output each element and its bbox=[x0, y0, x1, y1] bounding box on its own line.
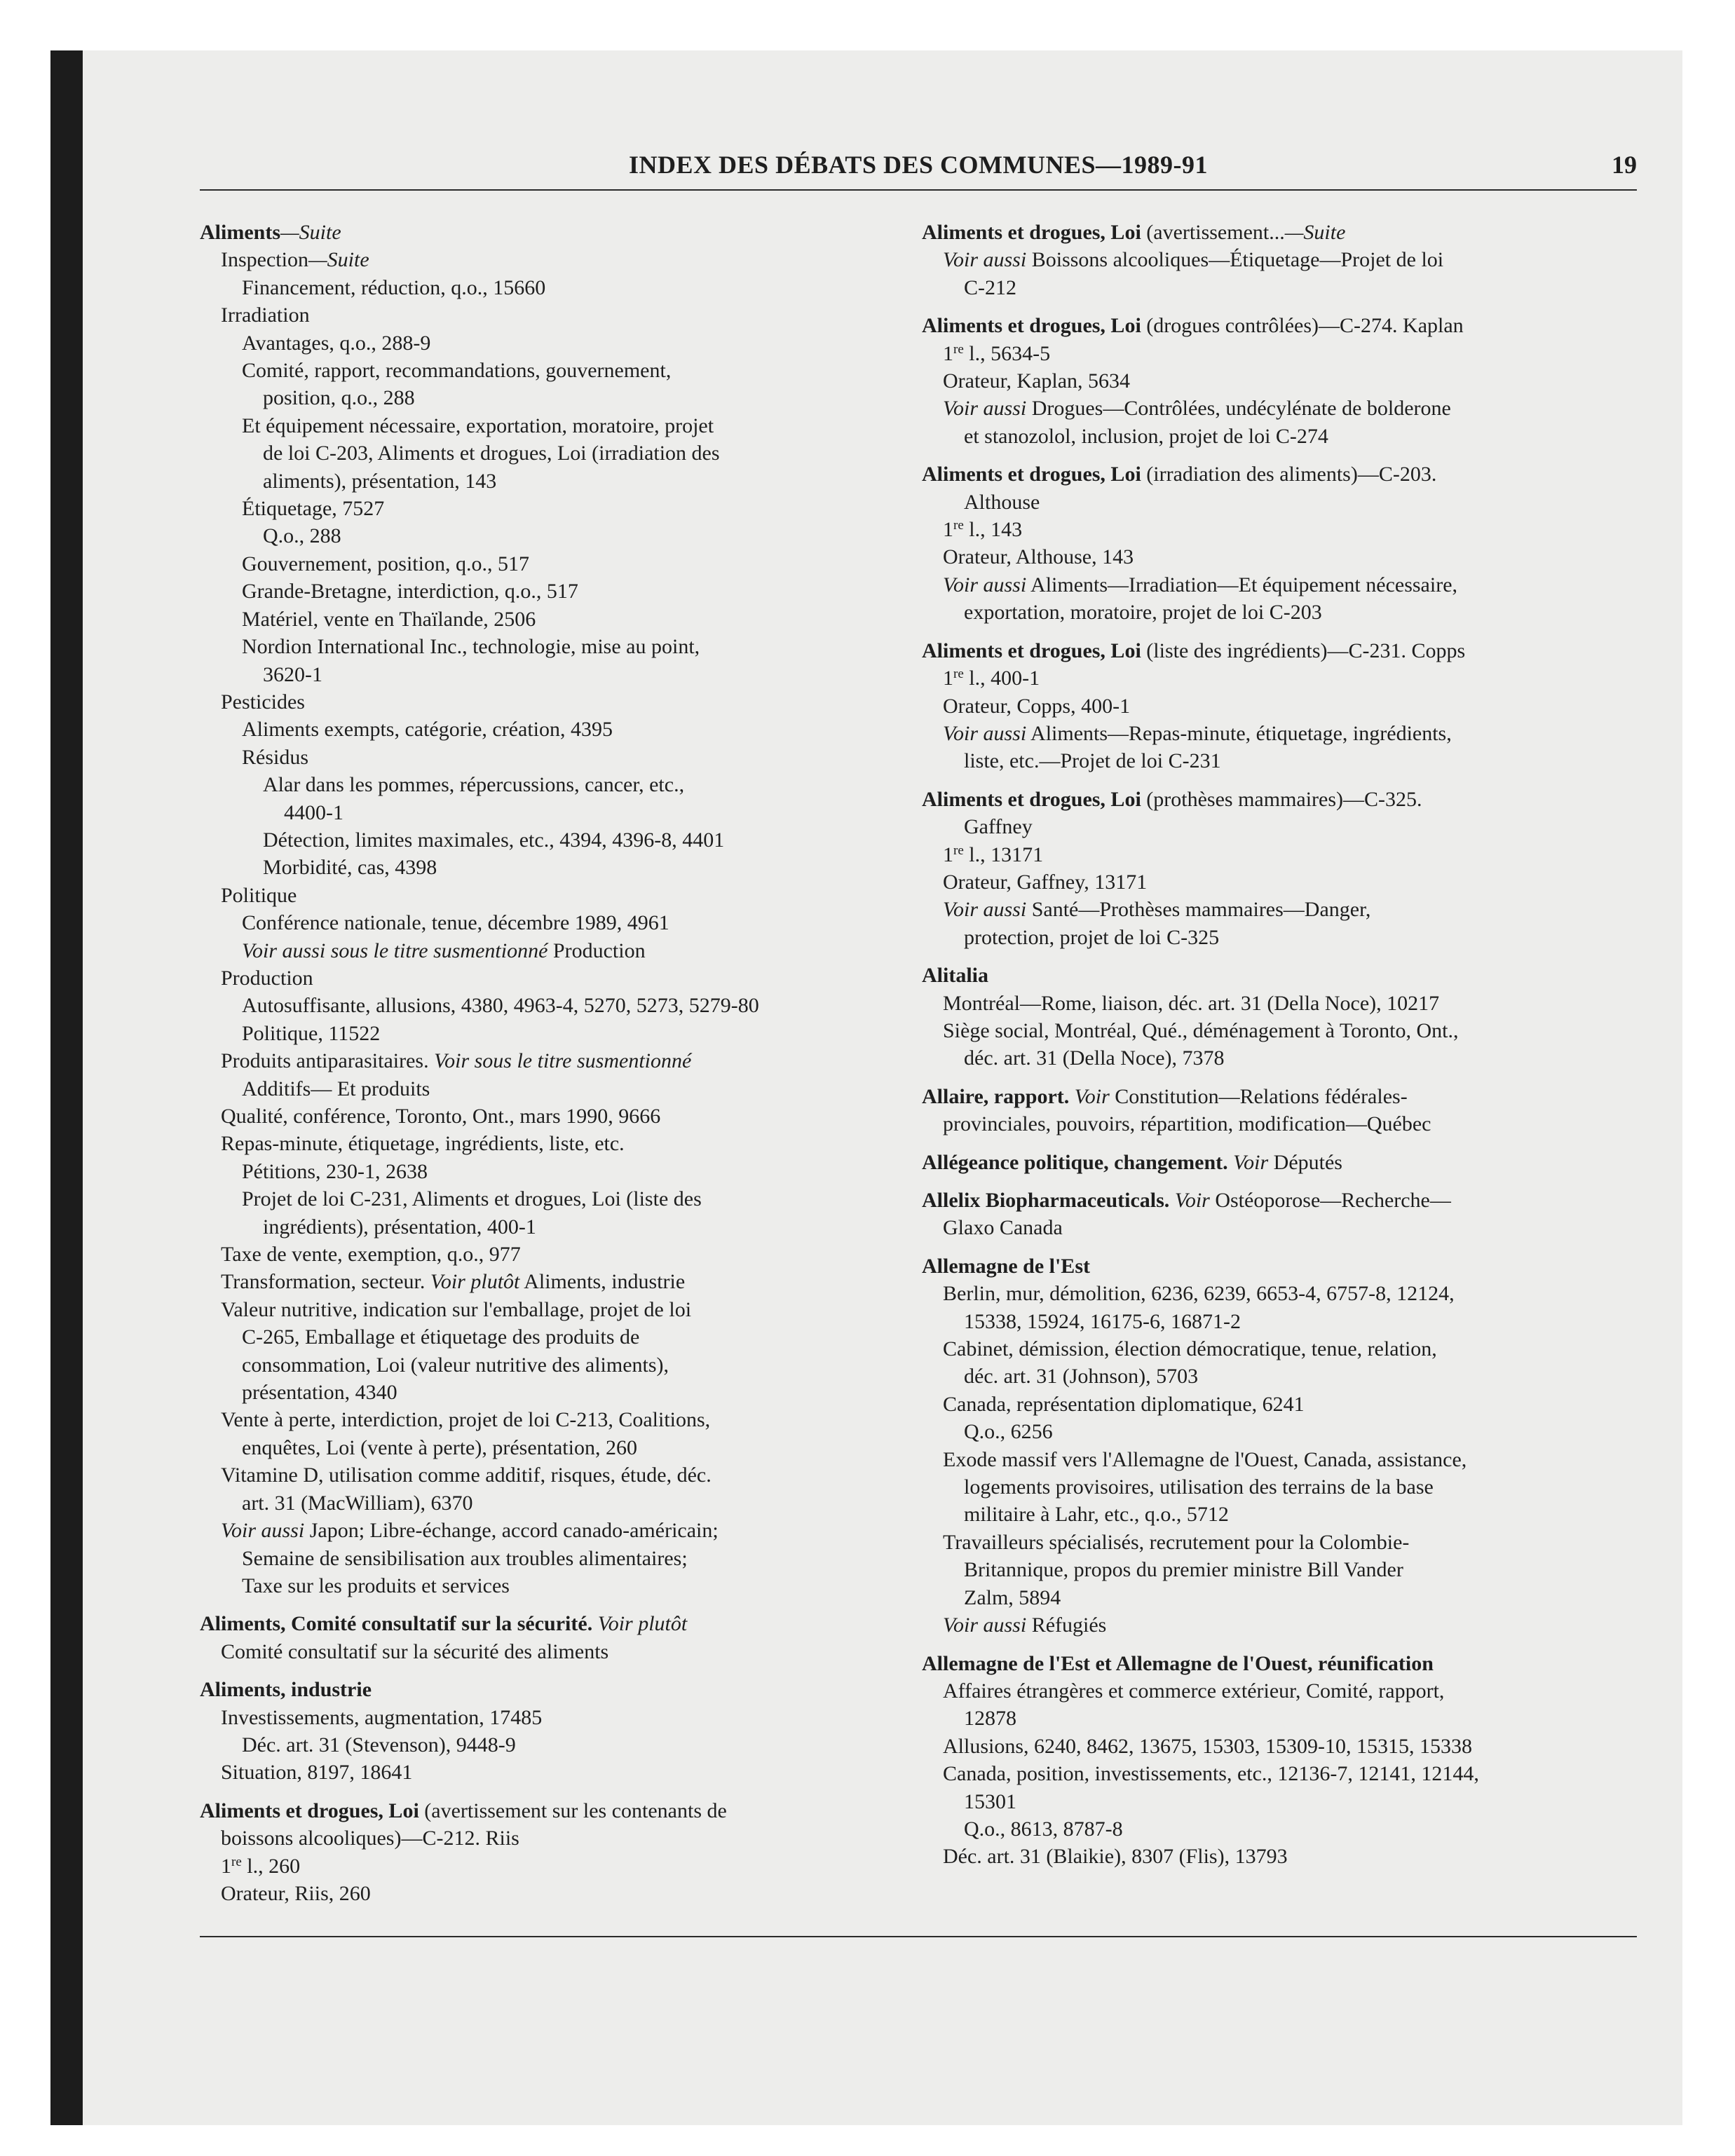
entry-text: Gouvernement, position, q.o., 517 bbox=[242, 552, 529, 575]
entry-subline bbox=[200, 992, 901, 1019]
entry-subline bbox=[922, 1529, 1637, 1556]
entry-text: Comité, rapport, recommandations, gouvernement, bbox=[242, 359, 672, 383]
entry-subline bbox=[922, 1733, 1637, 1760]
entry-subline bbox=[922, 246, 1637, 273]
entry-text: Canada, position, investissements, etc., 12136-7, 12141, 12144, bbox=[943, 1762, 1479, 1786]
entry-subline bbox=[922, 1677, 1637, 1705]
entry-subline bbox=[922, 599, 1637, 626]
cross-reference-label: Voir aussi bbox=[943, 248, 1027, 272]
cross-reference-label: Voir bbox=[1069, 1084, 1110, 1108]
entry-heading: Allemagne de l'Est et Allemagne de l'Ouest, réunification bbox=[922, 1651, 1434, 1675]
cross-reference-label: —Suite bbox=[1284, 221, 1346, 244]
entry-subline bbox=[922, 1446, 1637, 1473]
entry-subline bbox=[200, 744, 901, 771]
entry-subline bbox=[922, 924, 1637, 951]
entry-subline bbox=[200, 468, 901, 495]
entry-text: (avertissement... bbox=[1141, 221, 1285, 244]
entry-subline bbox=[200, 937, 901, 964]
entry-text: Transformation, secteur. bbox=[221, 1270, 430, 1294]
entry-subline bbox=[200, 688, 901, 716]
entry-text: ingrédients), présentation, 400-1 bbox=[263, 1215, 536, 1239]
entry-subline bbox=[200, 1351, 901, 1379]
entry-text: boissons alcooliques)—C-212. Riis bbox=[221, 1827, 519, 1850]
entry-subline bbox=[922, 1308, 1637, 1335]
entry-text: Berlin, mur, démolition, 6236, 6239, 6653-4, 6757-8, 12124, bbox=[943, 1282, 1455, 1306]
entry-subline bbox=[200, 384, 901, 411]
entry-subline bbox=[200, 1759, 901, 1786]
entry-subline bbox=[922, 990, 1637, 1017]
entry-subline bbox=[200, 1296, 901, 1323]
entry-subline bbox=[200, 1213, 901, 1241]
entry-text: Orateur, Gaffney, 13171 bbox=[943, 870, 1148, 894]
entry-text: militaire à Lahr, etc., q.o., 5712 bbox=[964, 1503, 1229, 1527]
entry-text: Projet de loi C-231, Aliments et drogues, Loi (liste des bbox=[242, 1187, 702, 1211]
entry-subline bbox=[922, 720, 1637, 747]
entry-text: Conférence nationale, tenue, décembre 1989, 4961 bbox=[242, 911, 669, 935]
entry-subline bbox=[922, 516, 1637, 543]
entry-heading-line bbox=[922, 962, 1637, 989]
entry-text: liste, etc.—Projet de loi C-231 bbox=[964, 749, 1221, 773]
entry-text: Détection, limites maximales, etc., 4394, 4396-8, 4401 bbox=[263, 828, 725, 852]
entry-subline bbox=[200, 882, 901, 909]
entry-text: Siège social, Montréal, Qué., déménagement à Toronto, Ont., bbox=[943, 1018, 1459, 1042]
entry-text: art. 31 (MacWilliam), 6370 bbox=[242, 1491, 473, 1515]
entry-text: Nordion International Inc., technologie, mise au point, bbox=[242, 635, 700, 659]
entry-heading-line bbox=[922, 1253, 1637, 1280]
entry-subline bbox=[922, 367, 1637, 395]
entry-subline bbox=[200, 329, 901, 357]
entry-text: position, q.o., 288 bbox=[263, 386, 415, 410]
reading-number: 1 bbox=[943, 341, 953, 365]
entry-text: Constitution—Relations fédérales- bbox=[1109, 1084, 1408, 1108]
entry-subline bbox=[200, 1461, 901, 1489]
header-rule bbox=[200, 189, 1637, 191]
continued-label: —Suite bbox=[280, 221, 341, 244]
entry-subline bbox=[200, 550, 901, 578]
entry-text: exportation, moratoire, projet de loi C-203 bbox=[964, 601, 1322, 625]
entry-subline bbox=[922, 1017, 1637, 1044]
cross-reference-label: Voir aussi sous le titre susmentionné bbox=[242, 939, 548, 962]
entry-heading-line bbox=[200, 219, 901, 246]
entry-subline bbox=[922, 1584, 1637, 1611]
entry-heading: Aliments bbox=[200, 221, 280, 244]
entry-text: Déc. art. 31 (Stevenson), 9448-9 bbox=[242, 1733, 516, 1756]
entry-text: Q.o., 288 bbox=[263, 524, 341, 548]
entry-subline bbox=[200, 274, 901, 301]
entry-text: Comité consultatif sur la sécurité des aliments bbox=[221, 1639, 609, 1663]
entry-subline bbox=[200, 1517, 901, 1544]
entry-subline bbox=[922, 1214, 1637, 1241]
entry-subline bbox=[200, 1489, 901, 1517]
entry-text: Irradiation bbox=[221, 303, 310, 327]
entry-heading: Alitalia bbox=[922, 964, 988, 988]
reading-superscript: re bbox=[231, 1854, 242, 1869]
entry-subline bbox=[200, 661, 901, 688]
entry-text: Cabinet, démission, élection démocratique, tenue, relation, bbox=[943, 1337, 1437, 1361]
entry-text: Production bbox=[221, 966, 313, 990]
entry-subline bbox=[200, 1406, 901, 1433]
entry-text: 15301 bbox=[964, 1789, 1016, 1813]
entry-text: Pesticides bbox=[221, 690, 305, 714]
entry-heading: Aliments et drogues, Loi bbox=[200, 1799, 419, 1822]
index-entry bbox=[922, 1187, 1637, 1242]
entry-text: (liste des ingrédients)—C-231. Copps bbox=[1141, 639, 1466, 662]
entry-text: l., 13171 bbox=[963, 842, 1044, 866]
entry-text: l., 5634-5 bbox=[963, 341, 1051, 365]
entry-subline bbox=[200, 771, 901, 798]
entry-text: Orateur, Riis, 260 bbox=[221, 1881, 371, 1905]
cross-reference-label: Voir aussi bbox=[221, 1519, 305, 1543]
entry-subline bbox=[200, 1824, 901, 1852]
cross-reference-label: Voir aussi bbox=[943, 1613, 1027, 1637]
entry-heading: Aliments, Comité consultatif sur la sécurité. bbox=[200, 1612, 593, 1636]
index-entry bbox=[922, 219, 1637, 301]
entry-subline bbox=[922, 1788, 1637, 1815]
entry-heading: Allégeance politique, changement. bbox=[922, 1150, 1228, 1174]
index-entry bbox=[922, 1253, 1637, 1639]
reading-superscript: re bbox=[953, 518, 964, 533]
entry-text: Politique bbox=[221, 883, 297, 907]
footer-rule bbox=[200, 1936, 1637, 1937]
page-number: 19 bbox=[1612, 151, 1637, 179]
entry-text: Résidus bbox=[242, 745, 309, 769]
entry-text: Taxe sur les produits et services bbox=[242, 1574, 510, 1597]
reading-superscript: re bbox=[953, 667, 964, 682]
entry-text: Aliments, industrie bbox=[519, 1270, 686, 1294]
entry-subline bbox=[922, 571, 1637, 599]
entry-subline bbox=[922, 1418, 1637, 1445]
entry-subline bbox=[922, 1705, 1637, 1732]
entry-heading-line bbox=[922, 1187, 1637, 1214]
entry-text: Japon; Libre-échange, accord canado-américain; bbox=[304, 1519, 719, 1543]
entry-text: Aliments—Irradiation—Et équipement nécessaire, bbox=[1026, 573, 1458, 596]
entry-text: Glaxo Canada bbox=[943, 1216, 1063, 1240]
entry-text: et stanozolol, inclusion, projet de loi C-274 bbox=[964, 424, 1328, 448]
entry-text: 12878 bbox=[964, 1707, 1016, 1731]
entry-text: Ostéoporose—Recherche— bbox=[1209, 1189, 1451, 1212]
entry-subline bbox=[922, 747, 1637, 775]
entry-text: Députés bbox=[1268, 1150, 1342, 1174]
index-entry bbox=[922, 1083, 1637, 1138]
right-column bbox=[922, 219, 1637, 1871]
entry-heading-line bbox=[922, 786, 1637, 813]
entry-subline bbox=[922, 664, 1637, 692]
entry-subline bbox=[922, 1363, 1637, 1390]
entry-text: Additifs— Et produits bbox=[242, 1077, 430, 1100]
entry-subline bbox=[922, 274, 1637, 301]
entry-subline bbox=[200, 716, 901, 743]
index-entry bbox=[200, 219, 901, 1599]
entry-text: Pétitions, 230-1, 2638 bbox=[242, 1159, 428, 1183]
index-entry bbox=[200, 1676, 901, 1787]
left-column bbox=[200, 219, 901, 1907]
entry-text: Travailleurs spécialisés, recrutement pour la Colombie- bbox=[943, 1530, 1410, 1554]
entry-text: Politique, 11522 bbox=[242, 1021, 381, 1045]
entry-text: (avertissement sur les contenants de bbox=[419, 1799, 727, 1822]
entry-subline bbox=[200, 1880, 901, 1907]
index-entry bbox=[200, 1610, 901, 1665]
entry-heading-line bbox=[200, 1676, 901, 1703]
entry-subline bbox=[922, 1556, 1637, 1583]
entry-subline bbox=[200, 522, 901, 550]
entry-text: Drogues—Contrôlées, undécylénate de bolderone bbox=[1026, 397, 1451, 421]
entry-subline bbox=[922, 1501, 1637, 1528]
entry-subline bbox=[922, 1335, 1637, 1363]
entry-subline bbox=[922, 423, 1637, 450]
entry-text: Et équipement nécessaire, exportation, moratoire, projet bbox=[242, 414, 714, 437]
cross-reference-label: Voir aussi bbox=[943, 397, 1027, 421]
entry-subline bbox=[922, 1473, 1637, 1501]
entry-subline bbox=[200, 301, 901, 329]
entry-text: provinciales, pouvoirs, répartition, modification—Québec bbox=[943, 1112, 1431, 1136]
entry-heading-line bbox=[200, 1610, 901, 1637]
entry-subline bbox=[200, 1103, 901, 1130]
entry-text: de loi C-203, Aliments et drogues, Loi (irradiation des bbox=[263, 442, 720, 465]
cross-reference-label: Voir plutôt bbox=[430, 1270, 520, 1294]
cross-reference-label: Voir sous le titre susmentionné bbox=[434, 1049, 692, 1073]
entry-heading: Aliments et drogues, Loi bbox=[922, 639, 1141, 662]
entry-subline bbox=[200, 826, 901, 854]
cross-reference-label: Voir aussi bbox=[943, 898, 1027, 922]
entry-text: 15338, 15924, 16175-6, 16871-2 bbox=[964, 1309, 1241, 1333]
reading-superscript: re bbox=[953, 842, 964, 858]
page-header bbox=[200, 147, 1637, 186]
reading-number: 1 bbox=[221, 1854, 231, 1878]
entry-text: déc. art. 31 (Della Noce), 7378 bbox=[964, 1046, 1225, 1070]
entry-heading-line bbox=[922, 460, 1637, 488]
entry-text: 4400-1 bbox=[284, 800, 343, 824]
entry-text: Gaffney bbox=[964, 815, 1033, 839]
entry-text: Q.o., 6256 bbox=[964, 1420, 1053, 1444]
entry-text: Orateur, Kaplan, 5634 bbox=[943, 369, 1131, 393]
entry-subline bbox=[922, 1280, 1637, 1307]
entry-text: l., 143 bbox=[963, 518, 1023, 542]
entry-subline bbox=[200, 633, 901, 660]
entry-text: Britannique, propos du premier ministre Bill Vander bbox=[964, 1558, 1403, 1582]
entry-text: Althouse bbox=[964, 490, 1040, 514]
entry-heading: Aliments, industrie bbox=[200, 1678, 372, 1702]
index-entry bbox=[922, 1149, 1637, 1176]
index-entry bbox=[200, 1797, 901, 1908]
entry-subline bbox=[200, 1130, 901, 1157]
entry-text: Aliments—Repas-minute, étiquetage, ingrédients, bbox=[1026, 721, 1452, 745]
entry-subline bbox=[922, 543, 1637, 571]
entry-heading-line bbox=[922, 219, 1637, 246]
entry-subline bbox=[922, 1815, 1637, 1843]
entry-text: déc. art. 31 (Johnson), 5703 bbox=[964, 1365, 1199, 1389]
page-title: INDEX DES DÉBATS DES COMMUNES—1989-91 bbox=[629, 151, 1208, 179]
entry-subline bbox=[200, 606, 901, 633]
entry-text: Avantages, q.o., 288-9 bbox=[242, 331, 431, 355]
entry-text: Morbidité, cas, 4398 bbox=[263, 856, 437, 880]
entry-text: enquêtes, Loi (vente à perte), présentation, 260 bbox=[242, 1435, 637, 1459]
entry-text: Vente à perte, interdiction, projet de loi C-213, Coalitions, bbox=[221, 1408, 711, 1432]
index-entry bbox=[922, 312, 1637, 450]
entry-subline bbox=[200, 1434, 901, 1461]
entry-text: Montréal—Rome, liaison, déc. art. 31 (Della Noce), 10217 bbox=[943, 991, 1440, 1015]
entry-subline bbox=[200, 495, 901, 522]
entry-text: Exode massif vers l'Allemagne de l'Ouest, Canada, assistance, bbox=[943, 1447, 1467, 1471]
entry-text: (drogues contrôlées)—C-274. Kaplan bbox=[1141, 314, 1464, 338]
entry-text: Semaine de sensibilisation aux troubles alimentaires; bbox=[242, 1546, 688, 1570]
entry-subline bbox=[200, 1572, 901, 1599]
entry-text: Orateur, Althouse, 143 bbox=[943, 545, 1134, 569]
index-entry bbox=[922, 1650, 1637, 1871]
entry-subline bbox=[922, 813, 1637, 840]
entry-heading: Aliments et drogues, Loi bbox=[922, 787, 1141, 811]
cross-reference-label: —Suite bbox=[308, 248, 369, 272]
entry-heading-line bbox=[922, 1149, 1637, 1176]
entry-subline bbox=[200, 578, 901, 605]
entry-subline bbox=[922, 489, 1637, 516]
entry-text: protection, projet de loi C-325 bbox=[964, 925, 1220, 949]
entry-text: Situation, 8197, 18641 bbox=[221, 1761, 413, 1785]
entry-subline bbox=[200, 439, 901, 467]
entry-text: aliments), présentation, 143 bbox=[263, 469, 497, 493]
entry-text: C-265, Emballage et étiquetage des produits de bbox=[242, 1325, 640, 1349]
entry-text: Canada, représentation diplomatique, 6241 bbox=[943, 1392, 1305, 1416]
entry-subline bbox=[922, 395, 1637, 422]
entry-subline bbox=[922, 868, 1637, 896]
entry-subline bbox=[200, 246, 901, 273]
entry-text: 3620-1 bbox=[263, 662, 322, 686]
entry-heading: Allemagne de l'Est bbox=[922, 1254, 1090, 1278]
entry-text: Aliments exempts, catégorie, création, 4395 bbox=[242, 718, 613, 742]
entry-text: Autosuffisante, allusions, 4380, 4963-4, 5270, 5273, 5279-80 bbox=[242, 994, 759, 1018]
entry-subline bbox=[922, 841, 1637, 868]
entry-text: consommation, Loi (valeur nutritive des aliments), bbox=[242, 1353, 669, 1377]
entry-text: Repas-minute, étiquetage, ingrédients, liste, etc. bbox=[221, 1132, 625, 1156]
entry-text: Zalm, 5894 bbox=[964, 1585, 1061, 1609]
entry-text: Affaires étrangères et commerce extérieur, Comité, rapport, bbox=[943, 1679, 1445, 1703]
entry-subline bbox=[200, 357, 901, 384]
entry-subline bbox=[200, 1241, 901, 1268]
entry-text: Grande-Bretagne, interdiction, q.o., 517 bbox=[242, 580, 578, 603]
entry-heading: Aliments et drogues, Loi bbox=[922, 314, 1141, 338]
cross-reference-label: Voir aussi bbox=[943, 573, 1027, 596]
entry-subline bbox=[922, 1611, 1637, 1639]
index-page bbox=[200, 147, 1637, 2068]
entry-text: logements provisoires, utilisation des terrains de la base bbox=[964, 1475, 1434, 1499]
entry-text: (prothèses mammaires)—C-325. bbox=[1141, 787, 1422, 811]
entry-subline bbox=[200, 1185, 901, 1213]
entry-text: Valeur nutritive, indication sur l'emballage, projet de loi bbox=[221, 1297, 692, 1321]
entry-subline bbox=[922, 1843, 1637, 1870]
entry-text: Matériel, vente en Thaïlande, 2506 bbox=[242, 607, 536, 631]
entry-subline bbox=[200, 1379, 901, 1406]
entry-heading-line bbox=[922, 637, 1637, 664]
entry-text: Production bbox=[547, 939, 646, 962]
reading-number: 1 bbox=[943, 667, 953, 690]
entry-subline bbox=[922, 692, 1637, 720]
entry-subline bbox=[200, 1020, 901, 1047]
reading-number: 1 bbox=[943, 518, 953, 542]
entry-text: Produits antiparasitaires. bbox=[221, 1049, 435, 1073]
entry-text: Investissements, augmentation, 17485 bbox=[221, 1705, 543, 1729]
entry-subline bbox=[200, 1545, 901, 1572]
entry-text: Taxe de vente, exemption, q.o., 977 bbox=[221, 1243, 521, 1267]
cross-reference-label: Voir bbox=[1169, 1189, 1210, 1212]
entry-text: Qualité, conférence, Toronto, Ont., mars 1990, 9666 bbox=[221, 1105, 661, 1128]
reading-superscript: re bbox=[953, 341, 964, 357]
entry-subline bbox=[200, 1323, 901, 1351]
entry-text: Financement, réduction, q.o., 15660 bbox=[242, 275, 546, 299]
index-entry bbox=[922, 460, 1637, 626]
entry-subline bbox=[922, 896, 1637, 923]
entry-subline bbox=[922, 340, 1637, 367]
entry-subline bbox=[922, 1044, 1637, 1072]
cross-reference-label: Voir aussi bbox=[943, 721, 1027, 745]
entry-text: Vitamine D, utilisation comme additif, risques, étude, déc. bbox=[221, 1464, 712, 1487]
entry-subline bbox=[922, 1110, 1637, 1138]
entry-text: Alar dans les pommes, répercussions, cancer, etc., bbox=[263, 773, 685, 797]
entry-subline bbox=[200, 1704, 901, 1731]
entry-text: l., 400-1 bbox=[963, 667, 1040, 690]
entry-subline bbox=[200, 1075, 901, 1103]
entry-subline bbox=[200, 1158, 901, 1185]
entry-heading: Allelix Biopharmaceuticals. bbox=[922, 1189, 1170, 1212]
cross-reference-label: Voir plutôt bbox=[592, 1612, 688, 1636]
entry-subline bbox=[200, 1268, 901, 1295]
entry-subline bbox=[200, 1731, 901, 1759]
entry-text: C-212 bbox=[964, 275, 1016, 299]
entry-subline bbox=[200, 854, 901, 881]
entry-heading-line bbox=[922, 1650, 1637, 1677]
entry-subline bbox=[200, 964, 901, 992]
entry-heading: Aliments et drogues, Loi bbox=[922, 463, 1141, 486]
entry-subline bbox=[200, 1638, 901, 1665]
entry-text: (irradiation des aliments)—C-203. bbox=[1141, 463, 1437, 486]
entry-text: Q.o., 8613, 8787-8 bbox=[964, 1817, 1123, 1841]
entry-text: l., 260 bbox=[241, 1854, 301, 1878]
entry-heading-line bbox=[922, 312, 1637, 339]
entry-text: Boissons alcooliques—Étiquetage—Projet de loi bbox=[1026, 248, 1444, 272]
entry-text: Étiquetage, 7527 bbox=[242, 497, 385, 521]
entry-text: Réfugiés bbox=[1026, 1613, 1107, 1637]
index-entry bbox=[922, 786, 1637, 951]
index-entry bbox=[922, 637, 1637, 775]
cross-reference-label: Voir bbox=[1227, 1150, 1269, 1174]
entry-text: Allusions, 6240, 8462, 13675, 15303, 15309-10, 15315, 15338 bbox=[943, 1734, 1473, 1758]
entry-text: présentation, 4340 bbox=[242, 1381, 397, 1405]
entry-subline bbox=[200, 909, 901, 936]
entry-subline bbox=[200, 799, 901, 826]
entry-subline bbox=[200, 1853, 901, 1880]
entry-heading: Aliments et drogues, Loi bbox=[922, 221, 1141, 244]
entry-subline bbox=[200, 1047, 901, 1074]
entry-subline bbox=[922, 1391, 1637, 1418]
index-entry bbox=[922, 962, 1637, 1072]
entry-heading-line bbox=[922, 1083, 1637, 1110]
scan-edge-shadow bbox=[50, 50, 83, 2125]
entry-text: Déc. art. 31 (Blaikie), 8307 (Flis), 13793 bbox=[943, 1845, 1288, 1869]
entry-heading-line bbox=[200, 1797, 901, 1824]
reading-number: 1 bbox=[943, 842, 953, 866]
entry-text: Inspection bbox=[221, 248, 308, 272]
entry-text: Orateur, Copps, 400-1 bbox=[943, 694, 1131, 718]
entry-text: Santé—Prothèses mammaires—Danger, bbox=[1026, 898, 1371, 922]
entry-subline bbox=[922, 1760, 1637, 1787]
entry-heading: Allaire, rapport. bbox=[922, 1084, 1070, 1108]
entry-subline bbox=[200, 412, 901, 439]
